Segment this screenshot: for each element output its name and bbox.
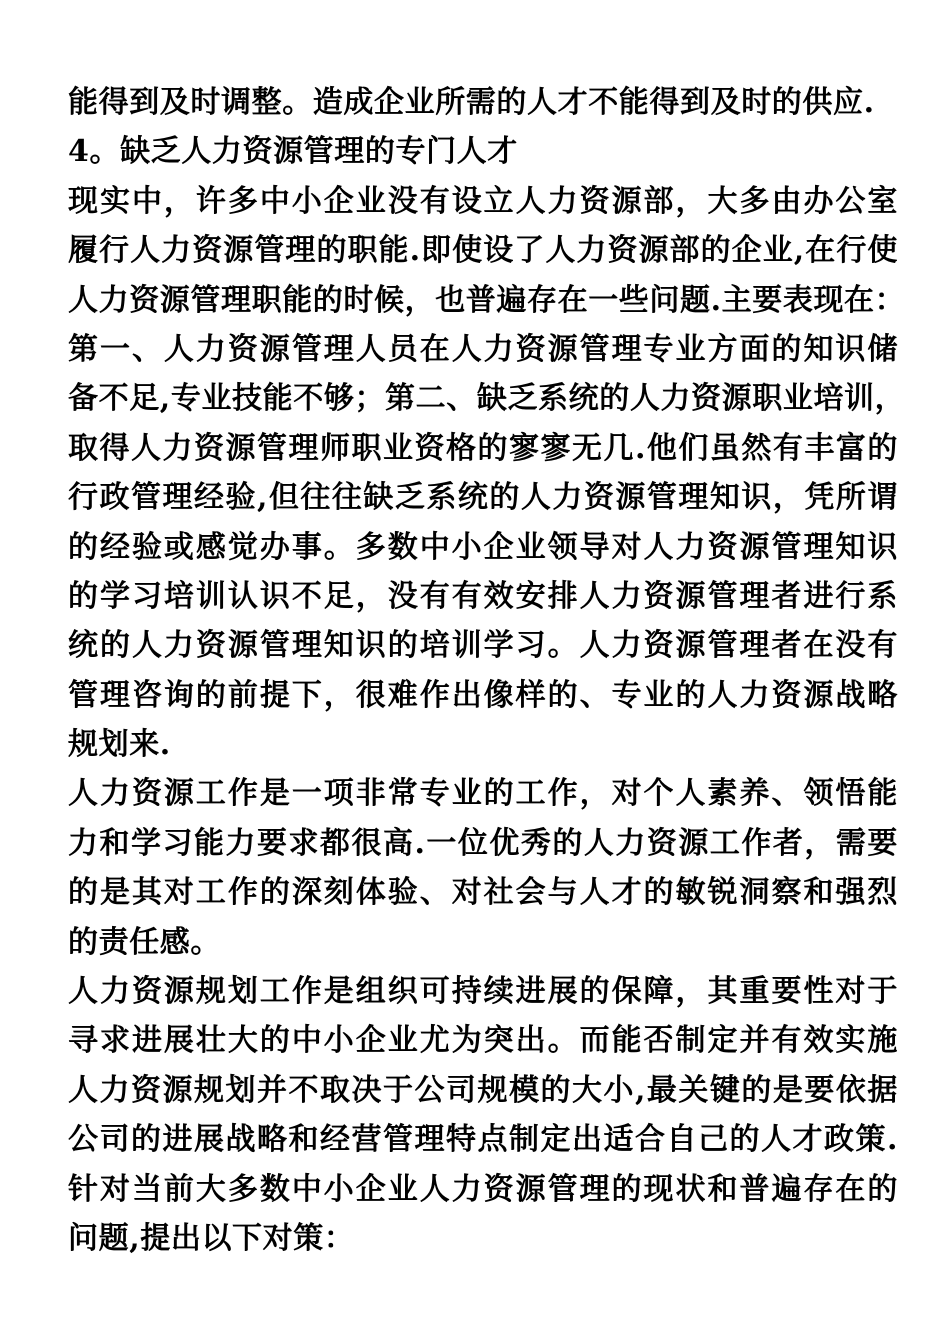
text-line: 人力资源规划工作是组织可持续进展的保障，其重要性对于 (68, 974, 898, 1010)
text-line: 第一、人力资源管理人员在人力资源管理专业方面的知识储 (68, 331, 898, 367)
paragraph-3 (68, 967, 898, 1263)
paragraph-1 (68, 177, 906, 770)
text-line: 取得人力资源管理师职业资格的寥寥无几.他们虽然有丰富的 (68, 430, 898, 466)
text-line: 的学习培训认识不足，没有有效安排人力资源管理者进行系 (68, 578, 898, 614)
paragraph-2 (68, 769, 898, 967)
text-line: 统的人力资源管理知识的培训学习。人力资源管理者在没有 (68, 628, 898, 664)
text-line: 能得到及时调整。造成企业所需的人才不能得到及时的供应. (68, 85, 875, 120)
text-line: 备不足,专业技能不够；第二、缺乏系统的人力资源职业培训， (68, 381, 906, 417)
text-line: 的责任感。 (68, 924, 221, 960)
text-line: 规划来. (68, 727, 171, 763)
document-page (68, 78, 906, 1263)
text-line: 行政管理经验,但往往缺乏系统的人力资源管理知识，凭所谓 (68, 480, 898, 516)
text-line: 人力资源规划并不取决于公司规模的大小,最关键的是要依据 (68, 1072, 898, 1108)
text-line: 的是其对工作的深刻体验、对社会与人才的敏锐洞察和强烈 (68, 875, 898, 911)
text-line: 问题,提出以下对策： (68, 1220, 355, 1256)
text-line: 现实中，许多中小企业没有设立人力资源部，大多由办公室 (68, 183, 898, 219)
text-line: 管理咨询的前提下，很难作出像样的、专业的人力资源战略 (68, 677, 898, 713)
text-line: 人力资源管理职能的时候，也普遍存在一些问题.主要表现在： (68, 282, 906, 318)
text-line: 针对当前大多数中小企业人力资源管理的现状和普遍存在的 (68, 1171, 898, 1207)
text-line: 履行人力资源管理的职能.即使设了人力资源部的企业,在行使 (68, 233, 898, 269)
text-line: 人力资源工作是一项非常专业的工作，对个人素养、领悟能 (68, 776, 898, 812)
text-line: 的经验或感觉办事。多数中小企业领导对人力资源管理知识 (68, 529, 898, 565)
section-heading: 4。缺乏人力资源管理的专门人才 (68, 134, 518, 170)
text-line: 寻求进展壮大的中小企业尤为突出。而能否制定并有效实施 (68, 1023, 898, 1059)
paragraph-intro (68, 78, 898, 127)
text-line: 力和学习能力要求都很高.一位优秀的人力资源工作者，需要 (68, 825, 898, 861)
text-line: 公司的进展战略和经营管理特点制定出适合自己的人才政策. (68, 1122, 898, 1158)
